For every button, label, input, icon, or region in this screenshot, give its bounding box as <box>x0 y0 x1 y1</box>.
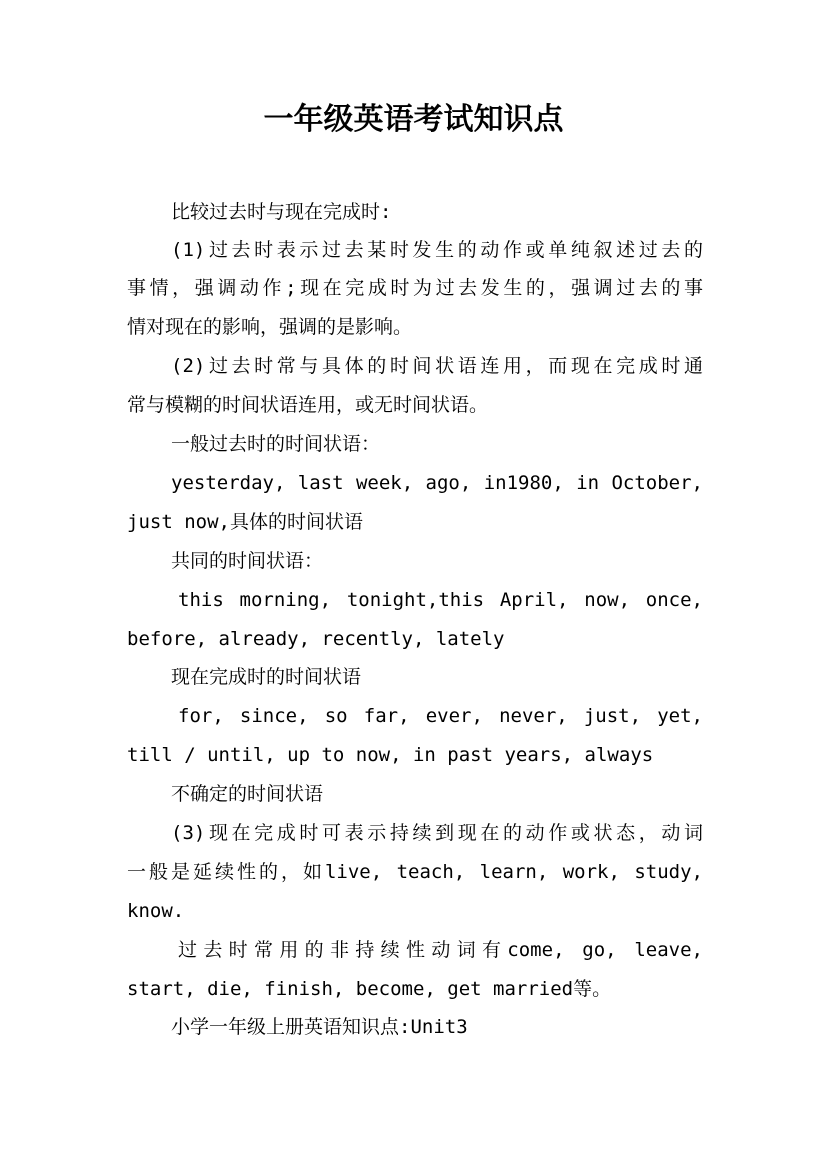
text-line: this morning, tonight,this April, now, once, <box>178 589 703 611</box>
text-line: 共同的时间状语： <box>171 550 324 572</box>
text-line: 事情，强调动作;现在完成时为过去发生的，强调过去的事 <box>127 277 703 299</box>
text-line: till / until, up to now, in past years, always <box>127 744 654 766</box>
text-line: (3)现在完成时可表示持续到现在的动作或状态，动词 <box>171 822 703 844</box>
text-line: 一般过去时的时间状语： <box>171 433 381 455</box>
text-line: before, already, recently, lately <box>127 628 505 650</box>
text-line: know. <box>127 900 185 922</box>
text-line: 比较过去时与现在完成时: <box>171 201 392 223</box>
text-line: 现在完成时的时间状语 <box>171 666 362 688</box>
text-line: 一般是延续性的，如live, teach, learn, work, study, <box>127 861 703 883</box>
text-line: 常与模糊的时间状语连用，或无时间状语。 <box>127 394 489 416</box>
text-line: just now,具体的时间状语 <box>127 511 363 533</box>
text-line: yesterday, last week, ago, in1980, in October, <box>171 472 703 494</box>
text-line: 不确定的时间状语 <box>171 783 324 805</box>
text-line: (1)过去时表示过去某时发生的动作或单纯叙述过去的 <box>171 239 703 261</box>
text-line: 过去时常用的非持续性动词有come, go, leave, <box>178 939 703 961</box>
text-line: start, die, finish, become, get married等。 <box>127 978 612 1000</box>
text-line: 小学一年级上册英语知识点:Unit3 <box>171 1016 468 1038</box>
text-line: 情对现在的影响，强调的是影响。 <box>127 316 413 338</box>
document-title: 一年级英语考试知识点 <box>263 102 564 137</box>
text-line: (2)过去时常与具体的时间状语连用，而现在完成时通 <box>171 355 703 377</box>
text-line: for, since, so far, ever, never, just, yet, <box>178 705 703 727</box>
